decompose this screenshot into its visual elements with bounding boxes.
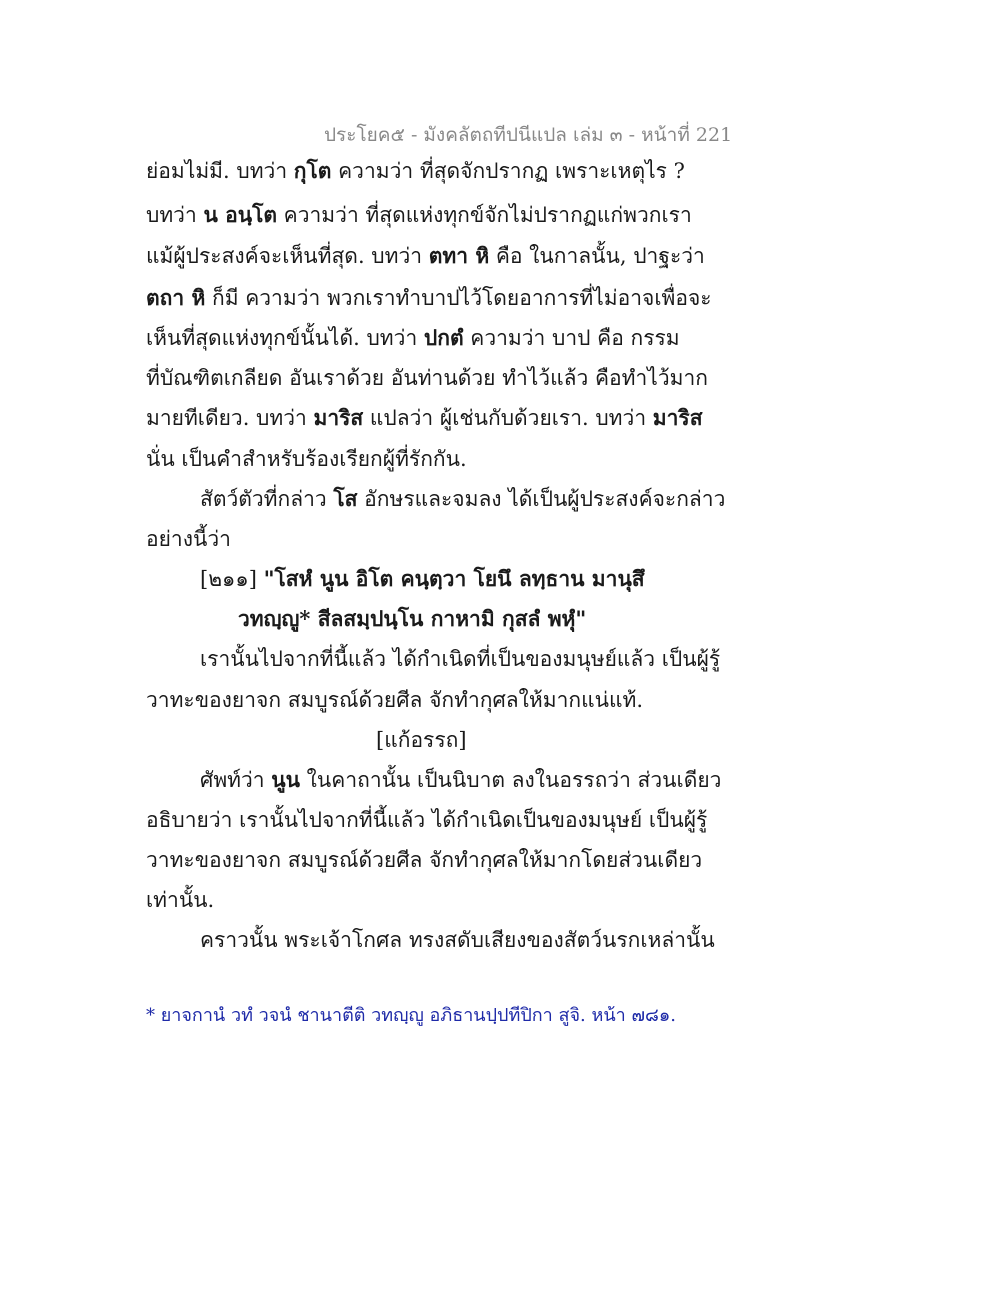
text-span: วาทะของยาจก สมบูรณ์ด้วยศีล จักทำกุศลให้มากโดยส่วนเดียว xyxy=(146,848,703,872)
pali-term: มาริส xyxy=(313,405,364,430)
text-span: อธิบายว่า เรานั้นไปจากที่นี้แล้ว ได้กำเนิดเป็นของมนุษย์ เป็นผู้รู้ xyxy=(146,808,708,832)
text-span: ความว่า บาป คือ กรรม xyxy=(463,326,680,350)
text-span: ที่บัณฑิตเกลียด อันเราด้วย อันท่านด้วย ทำไว้แล้ว คือทำไว้มาก xyxy=(146,366,708,390)
text-line-7 xyxy=(146,404,703,432)
text-line-6 xyxy=(146,364,708,392)
text-span: ย่อมไม่มี. บทว่า xyxy=(146,159,294,183)
pali-term: ตถา หิ xyxy=(146,285,206,310)
verse-number: [๒๑๑] xyxy=(200,567,264,591)
text-span: นั่น เป็นคำสำหรับร้องเรียกผู้ที่รักกัน. xyxy=(146,447,467,471)
text-line-17 xyxy=(146,886,214,914)
text-line-14 xyxy=(200,766,721,794)
pali-term: มาริส xyxy=(652,405,703,430)
text-span: ศัพท์ว่า xyxy=(200,768,272,792)
text-line-16 xyxy=(146,846,702,874)
text-line-10 xyxy=(146,525,231,553)
text-span: แม้ผู้ประสงค์จะเห็นที่สุด. บทว่า xyxy=(146,244,429,268)
verse-text: "โสหํ นูน อิโต คนฺตฺวา โยนึ ลทฺธาน มานุสึ xyxy=(263,566,645,591)
text-line-1 xyxy=(146,157,685,185)
pali-term: กุโต xyxy=(293,158,332,183)
pali-term: โส xyxy=(333,486,358,511)
footnote: * ยาจกานํ วทํ วจนํ ชานาตีติ วทญฺญู อภิธานปฺปทีปิกา สูจิ. หน้า ๗๘๑. xyxy=(146,1005,677,1026)
text-span: บทว่า xyxy=(146,203,204,227)
text-span: อักษรและจมลง ได้เป็นผู้ประสงค์จะกล่าว xyxy=(357,487,726,511)
text-span: เห็นที่สุดแห่งทุกข์นั้นได้. บทว่า xyxy=(146,326,424,350)
text-span: อย่างนี้ว่า xyxy=(146,527,231,551)
text-span: เท่านั้น. xyxy=(146,888,215,912)
text-span: แปลว่า ผู้เช่นกับด้วยเรา. บทว่า xyxy=(363,406,653,430)
text-line-15 xyxy=(146,806,707,834)
verse-line-2 xyxy=(238,605,586,633)
text-span: วาทะของยาจก สมบูรณ์ด้วยศีล จักทำกุศลให้มากแน่แท้. xyxy=(146,688,644,712)
text-span: เรานั้นไปจากที่นี้แล้ว ได้กำเนิดที่เป็นของมนุษย์แล้ว เป็นผู้รู้ xyxy=(200,647,721,671)
text-span: ความว่า ที่สุดจักปรากฏ เพราะเหตุไร ? xyxy=(331,159,685,183)
text-line-8 xyxy=(146,445,467,473)
text-span: ก็มี ความว่า พวกเราทำบาปไว้โดยอาการที่ไม่อาจเพื่อจะ xyxy=(205,286,712,310)
text-line-9 xyxy=(200,485,725,513)
section-heading xyxy=(376,726,467,754)
text-line-4 xyxy=(146,284,712,312)
text-line-18 xyxy=(200,926,715,954)
text-span: สัตว์ตัวที่กล่าว xyxy=(200,487,334,511)
text-line-11 xyxy=(200,645,720,673)
text-span: คราวนั้น พระเจ้าโกศล ทรงสดับเสียงของสัตว์นรกเหล่านั้น xyxy=(200,928,715,952)
text-line-3 xyxy=(146,242,705,270)
text-line-12 xyxy=(146,686,643,714)
verse-line-1 xyxy=(200,565,645,593)
pali-term: นูน xyxy=(271,767,300,792)
text-span: [แก้อรรถ] xyxy=(376,728,467,752)
text-span: ในคาถานั้น เป็นนิบาต ลงในอรรถว่า ส่วนเดียว xyxy=(300,768,722,792)
text-line-5 xyxy=(146,324,680,352)
pali-term: ตทา หิ xyxy=(428,243,490,268)
pali-term: ปกตํ xyxy=(423,325,464,350)
pali-term: น อนฺโต xyxy=(203,202,277,227)
text-span: มายทีเดียว. บทว่า xyxy=(146,406,314,430)
text-span: คือ ในกาลนั้น, ปาฐะว่า xyxy=(489,244,705,268)
text-line-2 xyxy=(146,201,692,229)
page-header: ประโยค๕ - มังคลัตถทีปนีแปล เล่ม ๓ - หน้าที่ 221 xyxy=(324,124,733,146)
text-span: ความว่า ที่สุดแห่งทุกข์จักไม่ปรากฏแก่พวกเรา xyxy=(277,203,692,227)
verse-text: วทญฺญู* สีลสมฺปนฺโน กาหามิ กุสลํ พหุํ" xyxy=(238,606,587,631)
